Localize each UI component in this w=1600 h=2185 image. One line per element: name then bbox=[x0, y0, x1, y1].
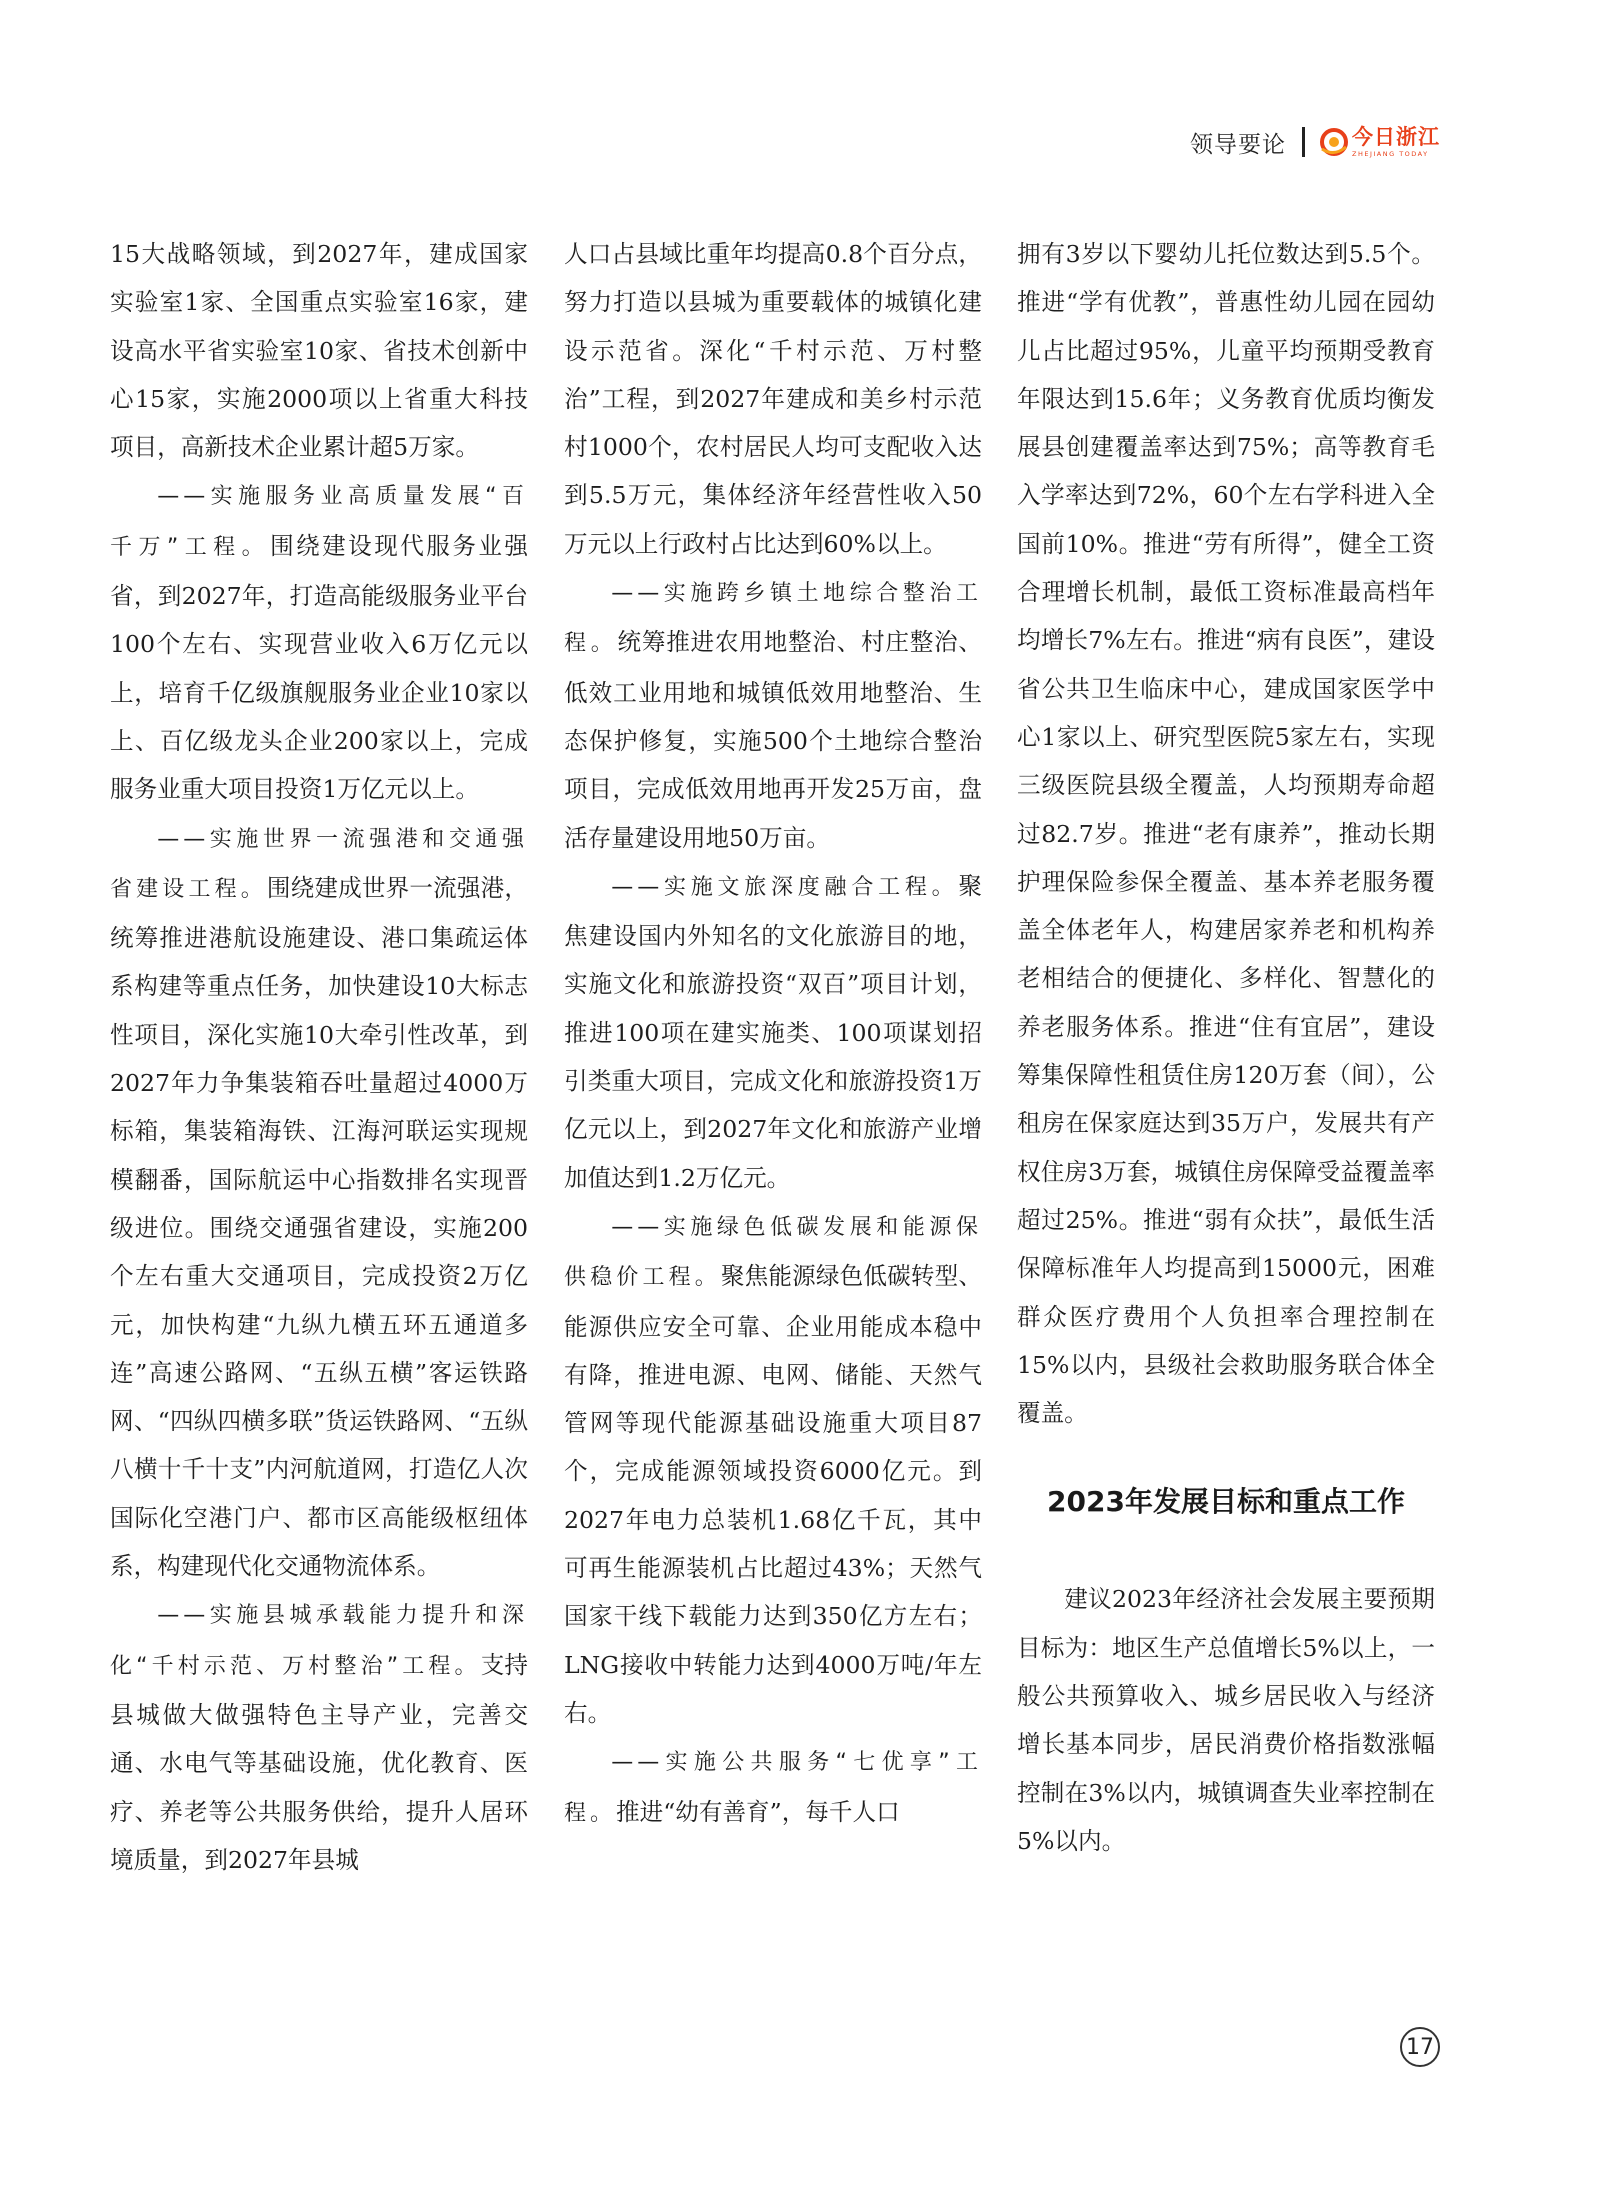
paragraph bbox=[110, 814, 528, 1591]
paragraph bbox=[564, 862, 982, 1202]
paragraph bbox=[110, 471, 528, 813]
paragraph bbox=[564, 568, 982, 862]
paragraph: 建议2023年经济社会发展主要预期目标为：地区生产总值增长5%以上，一般公共预算收入、城乡居民收入与经济增长基本同步，居民消费价格指数涨幅控制在3%以内，城镇调查失业率控制在5%以内。 bbox=[1017, 1585, 1435, 1855]
paragraph-lead: ——实施文旅深度融合工程。 bbox=[611, 874, 959, 900]
paragraph bbox=[564, 1202, 982, 1737]
paragraph: 15大战略领域，到2027年，建成国家实验室1家、全国重点实验室16家，建设高水平省实验室10家、省技术创新中心15家，实施2000项以上省重大科技项目，高新技术企业累计超5万家。 bbox=[110, 240, 528, 462]
paragraph-body: 围绕建设现代服务业强省，到2027年，打造高能级服务业平台100个左右、实现营业收入6万亿元以上，培育千亿级旗舰服务业企业10家以上、百亿级龙头企业200家以上，完成服务业重大项目投资1万亿元以上。 bbox=[110, 531, 528, 804]
paragraph-lead: ——实施服务业高质量发展“百千万”工程。 bbox=[110, 484, 528, 560]
paragraph-body: 支持县城做大做强特色主导产业，完善交通、水电气等基础设施，优化教育、医疗、养老等公共服务供给，提升人居环境质量，到2027年县城 bbox=[110, 1650, 529, 1874]
paragraph-lead: ——实施跨乡镇土地综合整治工程。 bbox=[564, 581, 982, 657]
paragraph: 拥有3岁以下婴幼儿托位数达到5.5个。推进“学有优教”，普惠性幼儿园在园幼儿占比超过95%，儿童平均预期受教育年限达到15.6年；义务教育优质均衡发展县创建覆盖率达到75%；高等教育毛入学率达到72%，60个左右学科进入全国前10%。推进“劳有所得”，健全工资合理增长机制，最低工资标准最高档年均增长7%左右。推进“病有良医”，建设省公共卫生临床中心，建成国家医学中心1家以上、研究型医院5家左右，实现三级医院县级全覆盖，人均预期寿命超过82.7岁。推进“老有康养”，推动长期护理保险参保全覆盖、基本养老服务覆盖全体老年人，构建居家养老和机构养老相结合的便捷化、多样化、智慧化的养老服务体系。推进“住有宜居”，建设筹集保障性租赁住房120万套（间），公租房在保家庭达到35万户，发展共有产权住房3万套，城镇住房保障受益覆盖率超过25%。推进“弱有众扶”，最低生活保障标准年人均提高到15000元，困难群众医疗费用个人负担率合理控制在15%以内，县级社会救助服务联合体全覆盖。 bbox=[1017, 240, 1435, 1428]
paragraph bbox=[110, 1590, 528, 1884]
section-label: 领导要论 bbox=[1190, 131, 1286, 158]
paragraph-lead: ——实施公共服务“七优享”工程。 bbox=[564, 1750, 982, 1826]
paragraph-body: 统筹推进农用地整治、村庄整治、低效工业用地和城镇低效用地整治、生态保护修复，实施500个土地综合整治项目，完成低效用地再开发25万亩，盘活存量建设用地50万亩。 bbox=[564, 628, 982, 852]
header-divider bbox=[1302, 127, 1305, 157]
paragraph-body: 推进“幼有善育”，每千人口 bbox=[616, 1797, 900, 1826]
column-1 bbox=[110, 230, 528, 1884]
page-number: 17 bbox=[1400, 2027, 1440, 2067]
logo-subtext: ZHEJIANG TODAY bbox=[1352, 149, 1429, 158]
column-3 bbox=[1017, 230, 1435, 1865]
paragraph bbox=[564, 1737, 982, 1838]
paragraph-lead: ——实施绿色低碳发展和能源保供稳价工程。 bbox=[564, 1214, 982, 1291]
section-title: 2023年发展目标和重点工作 bbox=[1047, 1485, 1405, 1519]
paragraph-body: 聚焦建设国内外知名的文化旅游目的地，实施文化和旅游投资“双百”项目计划，推进100项在建实施类、100项谋划招引类重大项目，完成文化和旅游投资1万亿元以上，到2027年文化和旅游产业增加值达到1.2万亿元。 bbox=[564, 871, 982, 1192]
zhejiang-today-logo bbox=[1319, 124, 1440, 158]
logo-swirl-icon bbox=[1319, 127, 1349, 157]
column-2 bbox=[564, 230, 982, 1838]
paragraph: 人口占县域比重年均提高0.8个百分点，努力打造以县城为重要载体的城镇化建设示范省。深化“千村示范、万村整治”工程，到2027年建成和美乡村示范村1000个，农村居民人均可支配收入达到5.5万元，集体经济年经营性收入50万元以上行政村占比达到60%以上。 bbox=[564, 240, 982, 558]
paragraph-body: 围绕建成世界一流强港，统筹推进港航设施建设、港口集疏运体系构建等重点任务，加快建设10大标志性项目，深化实施10大牵引性改革，到2027年力争集装箱吞吐量超过4000万标箱，集装箱海铁、江海河联运实现规模翻番，国际航运中心指数排名实现晋级进位。围绕交通强省建设，实施200个左右重大交通项目，完成投资2万亿元，加快构建“九纵九横五环五通道多连”高速公路网、“五纵五横”客运铁路网、“四纵四横多联”货运铁路网、“五纵八横十千十支”内河航道网，打造亿人次国际化空港门户、都市区高能级枢纽体系，构建现代化交通物流体系。 bbox=[110, 873, 528, 1581]
paragraph-lead: ——实施世界一流强港和交通强省建设工程。 bbox=[110, 826, 528, 902]
page-header bbox=[1190, 118, 1440, 166]
paragraph-lead: ——实施县城承载能力提升和深化“千村示范、万村整治”工程。 bbox=[110, 1603, 528, 1679]
paragraph-body: 聚焦能源绿色低碳转型、能源供应安全可靠、企业用能成本稳中有降，推进电源、电网、储能、天然气管网等现代能源基础设施重大项目87个，完成能源领域投资6000亿元。到2027年电力总装机1.68亿千瓦，其中可再生能源装机占比超过43%；天然气国家干线下载能力达到350亿方左右；LNG接收中转能力达到4000万吨/年左右。 bbox=[564, 1262, 982, 1727]
logo-text: 今日浙江 bbox=[1352, 124, 1440, 149]
